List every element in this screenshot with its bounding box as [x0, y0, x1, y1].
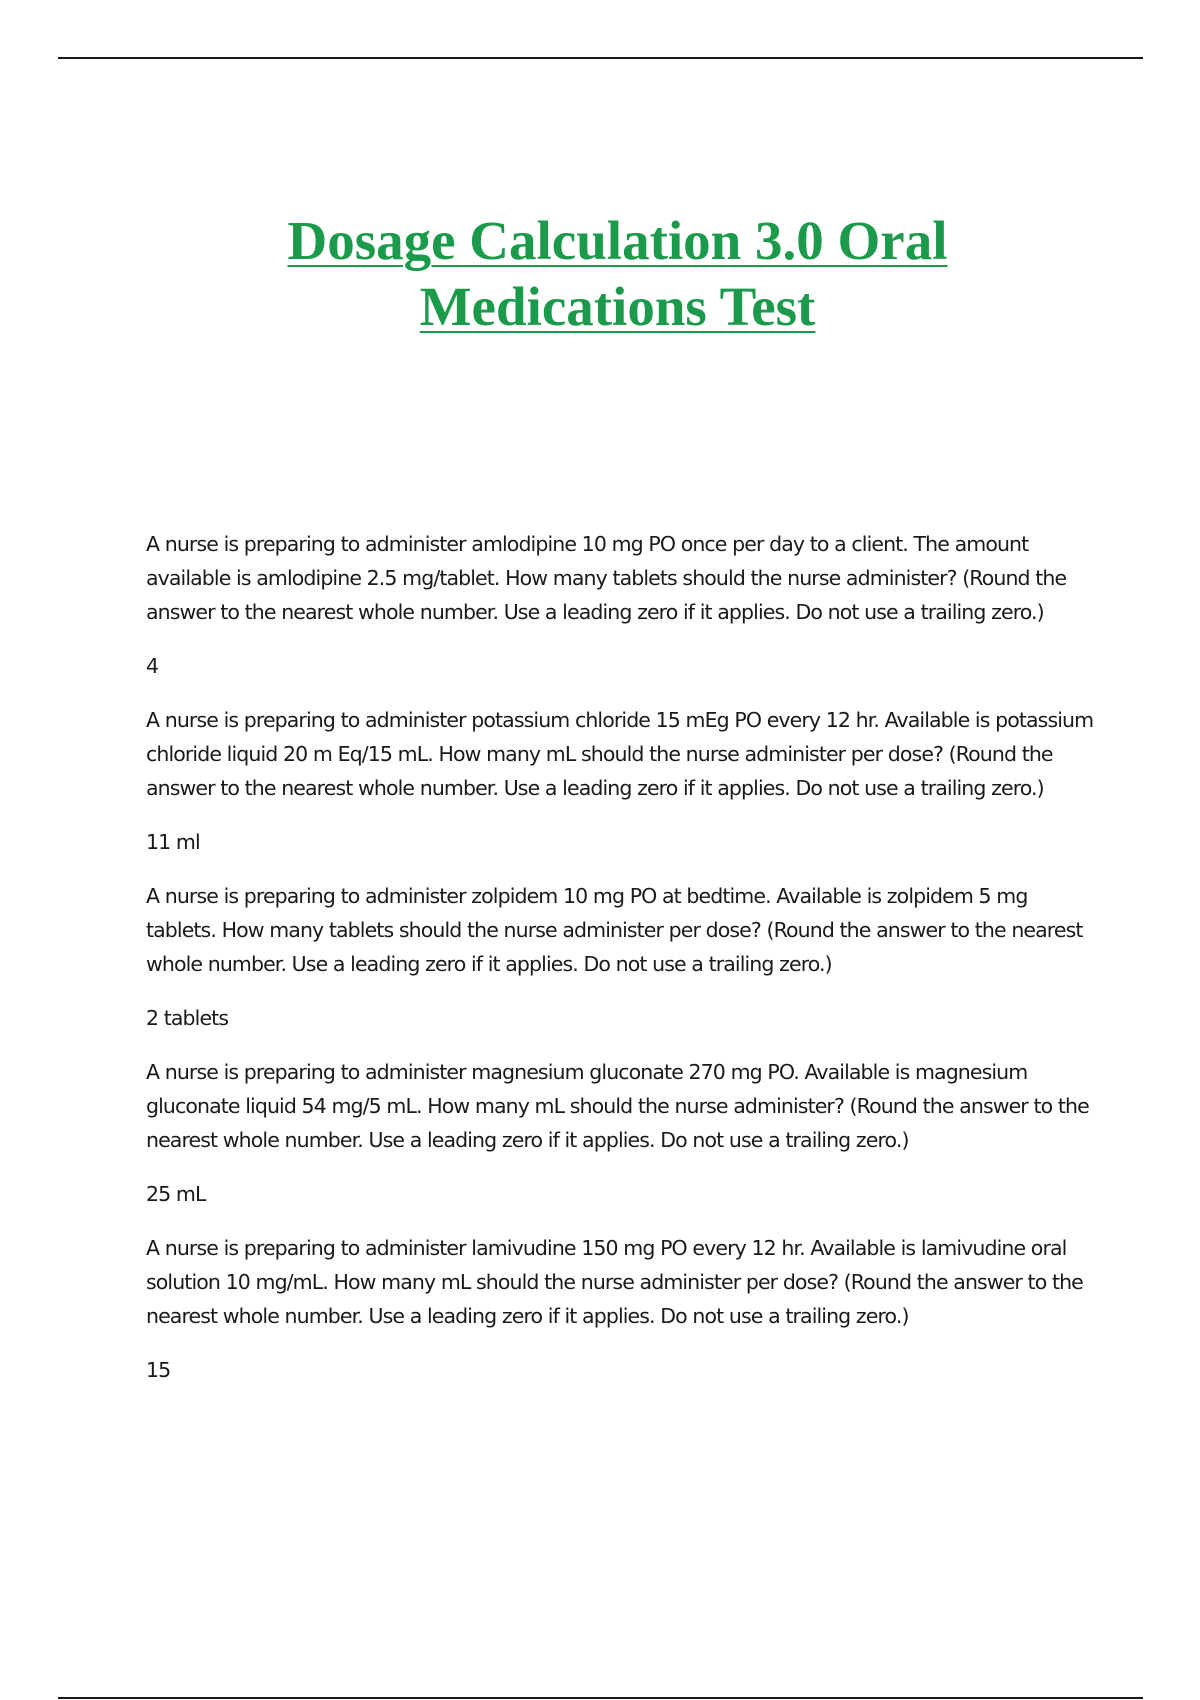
answer-1: 4 [146, 654, 159, 678]
bottom-divider [58, 1697, 1143, 1699]
answer-5: 15 [146, 1358, 171, 1382]
question-2: A nurse is preparing to administer potassium chloride 15 mEg PO every 12 hr. Available is potassium chloride liquid 20 m Eq/15 mL. How many mL should the nurse administer per dose? (Round the answer to the nearest whole number. Use a leading zero if it applies. Do not use a trailing zero.) [146, 708, 1094, 800]
top-divider [58, 57, 1143, 59]
answer-3: 2 tablets [146, 1006, 229, 1030]
title-line-1: Dosage Calculation 3.0 Oral [287, 210, 948, 271]
answer-2: 11 ml [146, 830, 200, 854]
question-list [146, 527, 1096, 1407]
question-1: A nurse is preparing to administer amlodipine 10 mg PO once per day to a client. The amount available is amlodipine 2.5 mg/tablet. How many tablets should the nurse administer? (Round the answer to the nearest whole number. Use a leading zero if it applies. Do not use a trailing zero.) [146, 532, 1067, 624]
question-5: A nurse is preparing to administer lamivudine 150 mg PO every 12 hr. Available is lamivudine oral solution 10 mg/mL. How many mL should the nurse administer per dose? (Round the answer to the nearest whole number. Use a leading zero if it applies. Do not use a trailing zero.) [146, 1236, 1083, 1328]
page-title [0, 208, 1200, 340]
question-4: A nurse is preparing to administer magnesium gluconate 270 mg PO. Available is magnesium gluconate liquid 54 mg/5 mL. How many mL should the nurse administer? (Round the answer to the nearest whole number. Use a leading zero if it applies. Do not use a trailing zero.) [146, 1060, 1089, 1152]
question-3: A nurse is preparing to administer zolpidem 10 mg PO at bedtime. Available is zolpidem 5 mg tablets. How many tablets should the nurse administer per dose? (Round the answer to the nearest whole number. Use a leading zero if it applies. Do not use a trailing zero.) [146, 884, 1083, 976]
answer-4: 25 mL [146, 1182, 206, 1206]
title-line-2: Medications Test [419, 276, 816, 337]
